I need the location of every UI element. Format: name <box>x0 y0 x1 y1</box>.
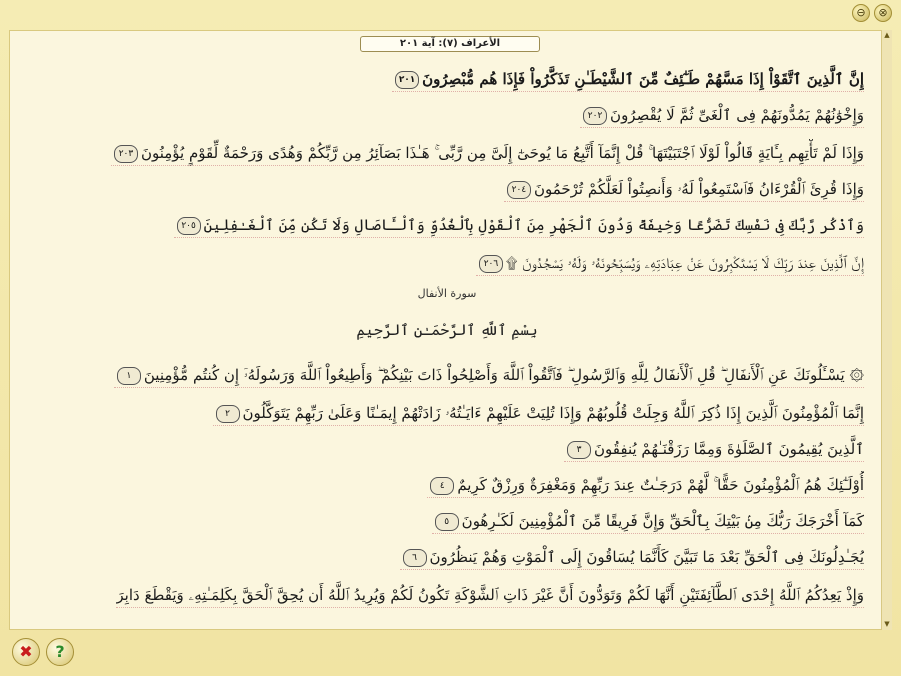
line-separator <box>392 90 864 92</box>
surah-title: سورة الأنفال <box>417 287 477 300</box>
line-separator <box>174 236 864 238</box>
line-separator <box>114 386 864 388</box>
line-separator <box>116 606 864 608</box>
verse-text: وَإِذَا لَمْ تَأْتِهِم بِـَٔايَةٍ قَالُواْ لَوْلَا ٱجْتَبَيْتَهَا ۚ قُلْ إِنَّمَآ أَتَّبِعُ مَا يُوحَىٰٓ إِلَىَّ مِن رَّبِّى ۚ هَـٰذَا بَصَآئِرُ مِن رَّبِّكُمْ وَهُدًى وَرَحْمَةٌ لِّقَوْمٍ يُؤْمِنُونَ <box>140 144 864 162</box>
ayah-number-badge: ٥ <box>435 513 459 531</box>
ayah-number-badge: ٢٠٦ <box>479 255 503 273</box>
verse-view[interactable] <box>9 30 883 630</box>
verse-line[interactable] <box>427 471 864 499</box>
verse-line[interactable] <box>213 399 864 427</box>
verse-text: وَإِذَا قُرِئَ ٱلْقُرْءَانُ فَٱسْتَمِعُواْ لَهُۥ وَأَنصِتُواْ لَعَلَّكُمْ تُرْحَمُونَ <box>533 180 864 198</box>
vertical-scrollbar[interactable] <box>881 30 892 630</box>
minimize-icon[interactable]: ⊖ <box>852 4 870 22</box>
ayah-number-badge: ٢٠٣ <box>114 145 138 163</box>
ayah-number-badge: ٢٠٥ <box>177 217 201 235</box>
line-separator <box>213 424 864 426</box>
verse-line[interactable] <box>564 435 864 463</box>
ayah-number-badge: ١ <box>117 367 141 385</box>
ayah-number-badge: ٢ <box>216 405 240 423</box>
verse-text: ۞ يَسْـَٔلُونَكَ عَنِ ٱلْأَنفَالِ ۖ قُلِ ٱلْأَنفَالُ لِلَّهِ وَٱلرَّسُولِ ۖ فَٱتَّقُواْ ٱللَّهَ وَأَصْلِحُواْ ذَاتَ بَيْنِكُمْ ۖ وَأَطِيعُواْ ٱللَّهَ وَرَسُولَهُۥٓ إِن كُنتُم مُّؤْمِنِينَ <box>143 366 864 384</box>
ayah-number-badge: ٢٠٤ <box>507 181 531 199</box>
verse-line[interactable] <box>116 581 864 609</box>
verse-text: إِنَّمَا ٱلْمُؤْمِنُونَ ٱلَّذِينَ إِذَا ذُكِرَ ٱللَّهُ وَجِلَتْ قُلُوبُهُمْ وَإِذَا تُلِيَتْ عَلَيْهِمْ ءَايَـٰتُهُۥ زَادَتْهُمْ إِيمَـٰنًا وَعَلَىٰ رَبِّهِمْ يَتَوَكَّلُونَ <box>242 404 864 422</box>
ayah-number-badge: ٢٠٢ <box>583 107 607 125</box>
verse-line[interactable] <box>580 101 864 129</box>
line-separator <box>427 496 864 498</box>
help-button[interactable]: ? <box>46 638 74 666</box>
basmala: بِسْمِ ٱللَّهِ ٱلرَّحْمَـٰنِ ٱلرَّحِيمِ <box>356 321 538 339</box>
verse-line[interactable] <box>392 65 864 93</box>
line-separator <box>432 532 864 534</box>
line-separator <box>504 200 864 202</box>
verse-line[interactable] <box>400 543 864 571</box>
verse-line[interactable] <box>111 139 864 167</box>
verse-text: وَإِذْ يَعِدُكُمُ ٱللَّهُ إِحْدَى ٱلطَّآئِفَتَيْنِ أَنَّهَا لَكُمْ وَتَوَدُّونَ أَنَّ غَيْرَ ذَاتِ ٱلشَّوْكَةِ تَكُونُ لَكُمْ وَيُرِيدُ ٱللَّهُ أَن يُحِقَّ ٱلْحَقَّ بِكَلِمَـٰتِهِۦ وَيَقْطَعَ دَابِرَ <box>116 586 864 604</box>
verse-text: يُجَـٰدِلُونَكَ فِى ٱلْحَقِّ بَعْدَ مَا تَبَيَّنَ كَأَنَّمَا يُسَاقُونَ إِلَى ٱلْمَوْتِ وَهُمْ يَنظُرُونَ <box>429 548 864 566</box>
line-separator <box>564 460 864 462</box>
line-separator <box>111 164 864 166</box>
ayah-number-badge: ٤ <box>430 477 454 495</box>
verse-line[interactable] <box>432 507 864 535</box>
close-icon[interactable]: ⊗ <box>874 4 892 22</box>
footer-bar <box>0 632 901 676</box>
title-bar <box>0 0 901 28</box>
ayah-number-badge: ٣ <box>567 441 591 459</box>
verse-text: كَمَآ أَخْرَجَكَ رَبُّكَ مِنۢ بَيْتِكَ بِٱلْحَقِّ وَإِنَّ فَرِيقًا مِّنَ ٱلْمُؤْمِنِينَ لَكَـٰرِهُونَ <box>461 512 864 530</box>
verse-text: إِنَّ ٱلَّذِينَ عِندَ رَبِّكَ لَا يَسْتَكْبِرُونَ عَنْ عِبَادَتِهِۦ وَيُسَبِّحُونَهُۥ وَلَهُۥ يَسْجُدُونَ ۩ <box>505 254 864 272</box>
line-separator <box>580 126 864 128</box>
ayah-number-badge: ٦ <box>403 549 427 567</box>
verse-text: إِنَّ ٱلَّذِينَ ٱتَّقَوْاْ إِذَا مَسَّهُمْ طَـٰٓئِفٌ مِّنَ ٱلشَّيْطَـٰنِ تَذَكَّرُواْ فَإِذَا هُم مُّبْصِرُونَ <box>422 70 864 88</box>
verse-line[interactable] <box>476 249 864 277</box>
verse-line[interactable] <box>174 211 864 239</box>
scroll-up-icon[interactable]: ▲ <box>884 31 890 39</box>
verse-text: أُوْلَـٰٓئِكَ هُمُ ٱلْمُؤْمِنُونَ حَقًّا ۚ لَّهُمْ دَرَجَـٰتٌ عِندَ رَبِّهِمْ وَمَغْفِرَةٌ وَرِزْقٌ كَرِيمٌ <box>457 476 864 494</box>
surah-ayah-indicator: الأعراف (٧): آية ٢٠١ <box>360 36 540 52</box>
verse-text: وَإِخْوَٰنُهُمْ يَمُدُّونَهُمْ فِى ٱلْغَىِّ ثُمَّ لَا يُقْصِرُونَ <box>610 106 864 124</box>
line-separator <box>400 568 864 570</box>
verse-text: ٱلَّذِينَ يُقِيمُونَ ٱلصَّلَوٰةَ وَمِمَّا رَزَقْنَـٰهُمْ يُنفِقُونَ <box>594 440 864 458</box>
verse-text: وَٱذْكُر رَّبَّكَ فِى نَفْسِكَ تَضَرُّعًا وَخِيفَةً وَدُونَ ٱلْجَهْرِ مِنَ ٱلْقَوْلِ بِٱلْغُدُوِّ وَٱلْـَٔاصَالِ وَلَا تَكُن مِّنَ ٱلْغَـٰفِلِينَ <box>203 216 864 234</box>
ayah-number-badge: ٢٠١ <box>395 71 419 89</box>
scroll-down-icon[interactable]: ▼ <box>884 620 890 628</box>
verse-line[interactable] <box>114 361 864 389</box>
verse-line[interactable] <box>504 175 864 203</box>
line-separator <box>476 274 864 276</box>
close-button[interactable]: ✖ <box>12 638 40 666</box>
